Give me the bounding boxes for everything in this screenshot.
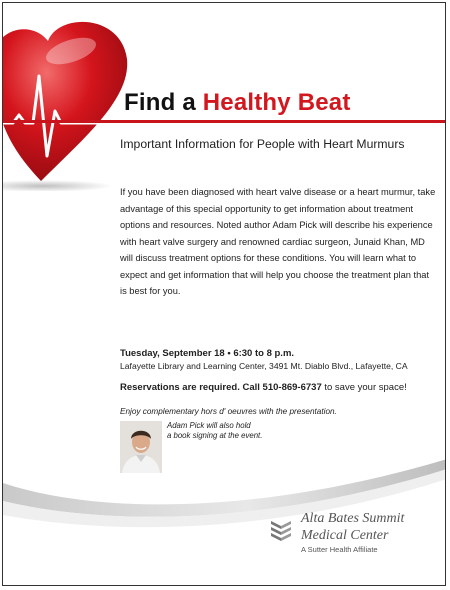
refreshments-note: Enjoy complementary hors d' oeuvres with the presentation. xyxy=(120,407,337,416)
flyer-page xyxy=(2,2,446,586)
logo-name-line-2: Medical Center xyxy=(301,528,389,543)
title-underline xyxy=(3,120,446,123)
reservation-rest: to save your space! xyxy=(321,382,407,393)
sutter-health-logo-icon xyxy=(268,516,294,542)
logo-name-line-1: Alta Bates Summit xyxy=(301,511,405,526)
subtitle: Important Information for People with Heart Murmurs xyxy=(120,137,405,151)
body-paragraph: If you have been diagnosed with heart valve disease or a heart murmur, take advantage of this special opportunity to get information about treatment options and resources. Noted author Adam Pick will describe his experience with heart valve surgery and renowned cardiac surgeon, Junaid Khan, MD will discuss treatment options for these conditions. You will learn what to expect and get information that will help you choose the treatment plan that is best for you. xyxy=(120,187,436,296)
title-part-1: Find a xyxy=(124,89,203,116)
medical-center-logo xyxy=(268,508,443,568)
page-title xyxy=(124,89,351,117)
logo-affiliate: A Sutter Health Affiliate xyxy=(301,545,378,554)
event-location: Lafayette Library and Learning Center, 3491 Mt. Diablo Blvd., Lafayette, CA xyxy=(120,361,408,371)
reservation-info xyxy=(120,382,407,393)
book-signing-note: Adam Pick will also hold a book signing at the event. xyxy=(167,421,263,440)
event-date-time: Tuesday, September 18 • 6:30 to 8 p.m. xyxy=(120,348,295,359)
reservation-bold: Reservations are required. Call 510-869-6737 xyxy=(120,382,322,393)
title-part-2: Healthy Beat xyxy=(202,89,351,116)
